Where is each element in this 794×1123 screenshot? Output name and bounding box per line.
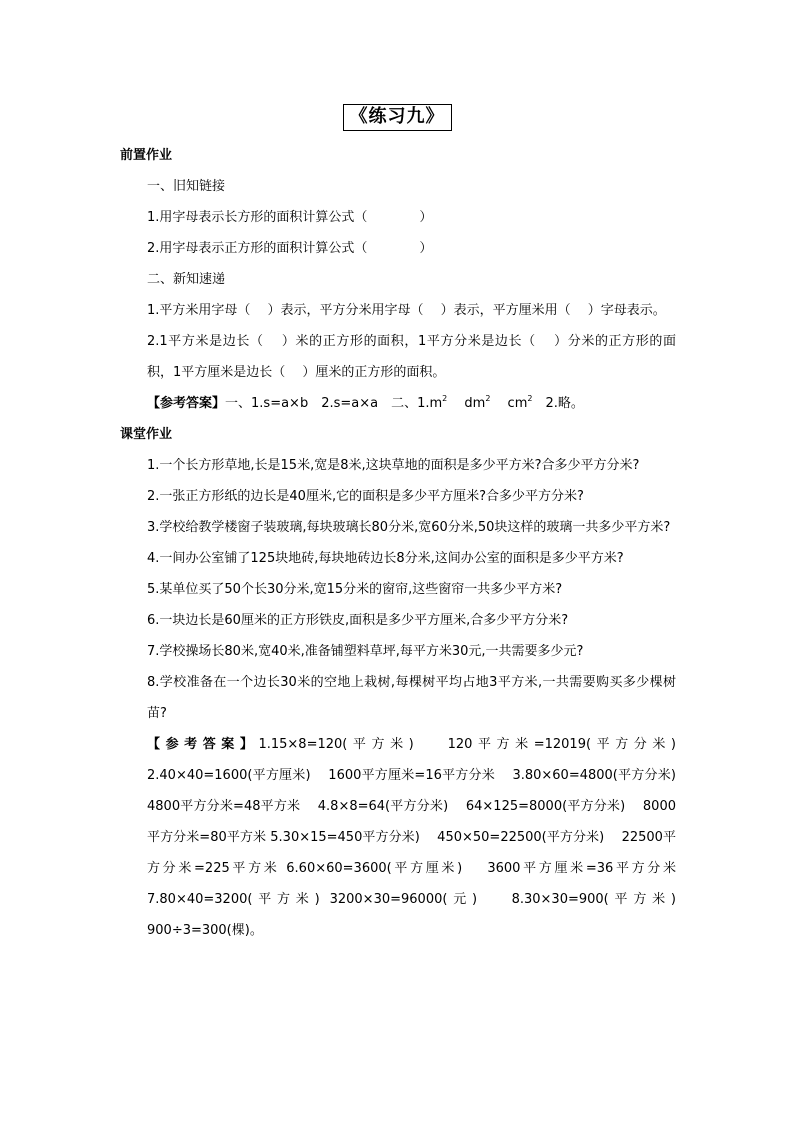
document-body xyxy=(120,140,694,946)
answer-text-a: 一、1.s=a×b 2.s=a×a 二、1.m xyxy=(225,396,443,411)
question-unit-letters: 1.平方米用字母（ ）表示，平方分米用字母（ ）表示，平方厘米用（ ）字母表示。 xyxy=(147,303,666,318)
class-question-8: 8.学校准备在一个边长30米的空地上栽树,每棵树平均占地3平方米,一共需要购买多少棵树苗? xyxy=(147,675,676,721)
question-unit-definitions: 2.1平方米是边长（ ）米的正方形的面积，1平方分米是边长（ ）分米的正方形的面积，1平方厘米是边长（ ）厘米的正方形的面积。 xyxy=(147,334,676,380)
title-container xyxy=(0,104,794,131)
answer-text-b: dm xyxy=(447,396,486,411)
pre-answer xyxy=(120,388,676,419)
question-rect-formula: 1.用字母表示长方形的面积计算公式（ ） xyxy=(147,210,433,225)
class-question-2: 2.一张正方形纸的边长是40厘米,它的面积是多少平方厘米?合多少平方分米? xyxy=(147,489,584,504)
answer-text-c: cm xyxy=(490,396,528,411)
class-question-5: 5.某单位买了50个长30分米,宽15分米的窗帘,这些窗帘一共多少平方米? xyxy=(147,582,563,597)
answer-label: 【参考答案】 xyxy=(147,396,226,411)
answer-text-d: 2.略。 xyxy=(532,396,584,411)
class-question-1: 1.一个长方形草地,长是15米,宽是8米,这块草地的面积是多少平方米?合多少平方分米? xyxy=(147,458,640,473)
pre-heading: 前置作业 xyxy=(120,148,173,163)
class-answer-text: 1.15×8=120(平方米) 120平方米=12019(平方分米) 2.40×40=1600(平方厘米) 1600平方厘米=16平方分米 3.80×60=4800(平方分米) 4800平方分米=48平方米 4.8×8=64(平方分米) 64×125=8000(平方分米) 8000平方分米=80平方米 5.30×15=450平方分米) 450×50=22500(平方分米) 22500平方分米=225平方米 6.60×60=3600(平方厘米) 3600平方厘米=36平方分米 7.80×40=3200(平方米) 3200×30=96000(元) 8.30×30=900(平方米) 900÷3=300(棵)。 xyxy=(147,737,694,938)
class-heading: 课堂作业 xyxy=(120,427,173,442)
section-title-old-knowledge: 一、旧知链接 xyxy=(147,179,226,194)
page-title: 《练习九》 xyxy=(343,104,452,131)
superscript-2: 2 xyxy=(485,394,491,403)
superscript-2: 2 xyxy=(442,394,448,403)
class-question-4: 4.一间办公室铺了125块地砖,每块地砖边长8分米,这间办公室的面积是多少平方米? xyxy=(147,551,624,566)
class-question-3: 3.学校给教学楼窗子装玻璃,每块玻璃长80分米,宽60分米,50块这样的玻璃一共多少平方米? xyxy=(147,520,671,535)
section-title-new-knowledge: 二、新知速递 xyxy=(147,272,226,287)
class-answer xyxy=(120,729,694,946)
superscript-2: 2 xyxy=(527,394,533,403)
question-square-formula: 2.用字母表示正方形的面积计算公式（ ） xyxy=(147,241,433,256)
class-question-6: 6.一块边长是60厘米的正方形铁皮,面积是多少平方厘米,合多少平方分米? xyxy=(147,613,569,628)
answer-label: 【参考答案】 xyxy=(147,737,259,752)
class-question-7: 7.学校操场长80米,宽40米,准备铺塑料草坪,每平方米30元,一共需要多少元? xyxy=(147,644,584,659)
